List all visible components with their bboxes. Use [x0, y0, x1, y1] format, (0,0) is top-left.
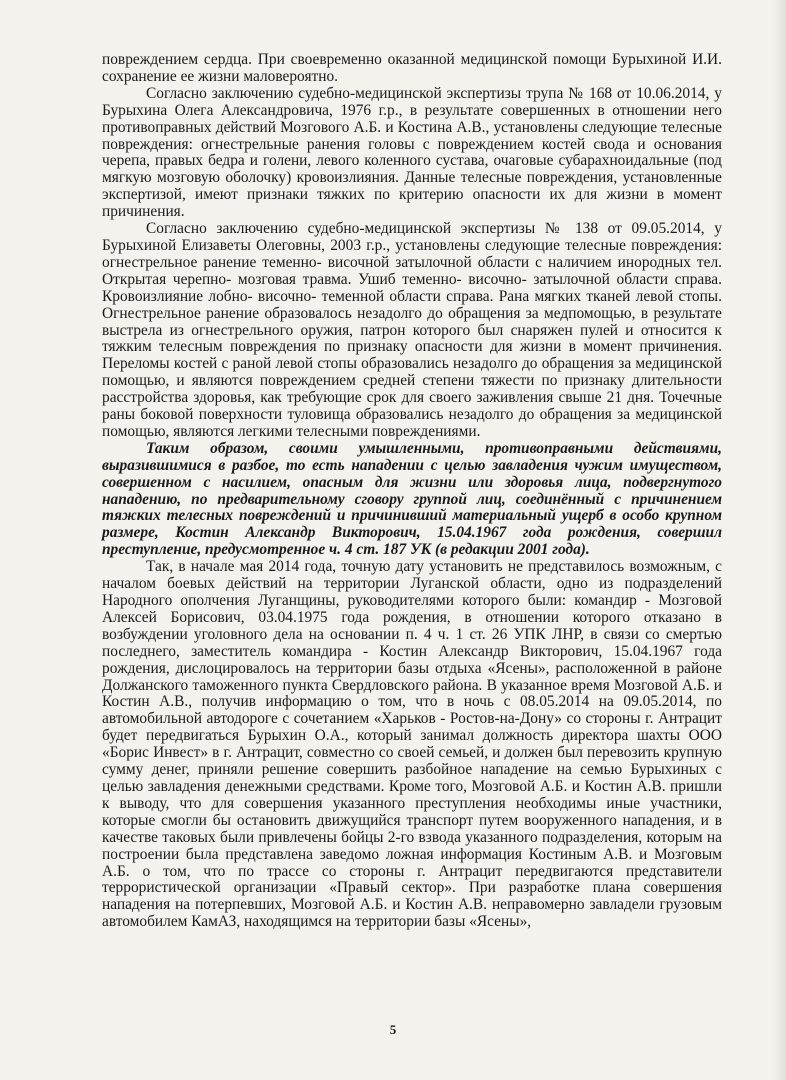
paragraph-3: Согласно заключению судебно-медицинской экспертизы № 138 от 09.05.2014, у Бурыхиной Елизаветы Олеговны, 2003 г.р., установлены следующие телесные повреждения: огнестрельное ранение теменно- височной затылочной области с наличием инородных тел. Открытая черепно- мозговая травма. Ушиб теменно- височно- затылочной области справа. Кровоизлияние лобно- височно- теменной области справа. Рана мягких тканей левой стопы. Огнестрельное ранение образовалось незадолго до обращения за медпомощью, в результате выстрела из огнестрельного оружия, патрон которого был снаряжен пулей и относится к тяжким телесным повреждения по признаку опасности для жизни в момент причинения. Переломы костей с раной левой стопы образовались незадолго до обращения за медицинской помощью, и являются повреждением средней степени тяжести по признаку длительности расстройства здоровья, как требующие срок для своего заживления свыше 21 дня. Точечные раны боковой поверхности туловища образовались незадолго до обращения за медицинской помощью, являются легкими телесными повреждениями.	[102, 220, 722, 440]
paragraph-1: повреждением сердца. При своевременно оказанной медицинской помощи Бурыхиной И.И. сохранение ее жизни маловероятно.	[102, 51, 722, 85]
document-body	[102, 52, 722, 931]
paragraph-5: Так, в начале мая 2014 года, точную дату установить не представилось возможным, с началом боевых действий на территории Луганской области, одно из подразделений Народного ополчения Луганщины, руководителями которого были: командир - Мозговой Алексей Борисович, 03.04.1975 года рождения, в отношении которого отказано в возбуждении уголовного дела на основании п. 4 ч. 1 ст. 26 УПК ЛНР, в связи со смертью последнего, заместитель командира - Костин Александр Викторович, 15.04.1967 года рождения, дислоцировалось на территории базы отдыха «Ясены», расположенной в районе Должанского таможенного пункта Свердловского района. В указанное время Мозговой А.Б. и Костин А.В., получив информацию о том, что в ночь с 08.05.2014 на 09.05.2014, по автомобильной автодороге с сочетанием «Харьков - Ростов-на-Дону» со стороны г. Антрацит будет передвигаться Бурыхин О.А., который занимал должность директора шахты ООО «Борис Инвест» в г. Антрацит, совместно со своей семьей, и должен был перевозить крупную сумму денег, приняли решение совершить разбойное нападение на семью Бурыхиных с целью завладения денежными средствами. Кроме того, Мозговой А.Б. и Костин А.В. пришли к выводу, что для совершения указанного преступления необходимы иные участники, которые смогли бы остановить движущийся транспорт путем вооруженного нападения, и в качестве таковых были привлечены бойцы 2-го взвода указанного подразделения, которым на построении была представлена заведомо ложная информация Костиным А.В. и Мозговым А.Б. о том, что по трассе со стороны г. Антрацит передвигаются представители террористической организации «Правый сектор». При разработке плана совершения нападения на потерпевших, Мозговой А.Б. и Костин А.В. неправомерно завладели грузовым автомобилем КамАЗ, находящимся на территории базы «Ясены»,	[102, 558, 722, 931]
paragraph-2: Согласно заключению судебно-медицинской экспертизы трупа № 168 от 10.06.2014, у Бурыхина Олега Александровича, 1976 г.р., в результате совершенных в отношении него противоправных действий Мозгового А.Б. и Костина А.В., установлены следующие телесные повреждения: огнестрельные ранения головы с повреждением костей свода и основания черепа, правых бедра и голени, левого коленного сустава, очаговые субарахноидальные (под мягкую мозговую оболочку) кровоизлияния. Данные телесные повреждения, установленные экспертизой, имеют признаки тяжких по критерию опасности их для жизни в момент причинения.	[102, 84, 722, 221]
page-number: 5	[389, 1022, 397, 1037]
paragraph-conclusion: Таким образом, своими умышленными, противоправными действиями, выразившимися в разбое, то есть нападении с целью завладения чужим имуществом, совершенном с насилием, опасным для жизни или здоровья лица, подвергнутого нападению, по предварительному сговору группой лиц, соединённый с причинением тяжких телесных повреждений и причинивший материальный ущерб в особо крупном размере, Костин Александр Викторович, 15.04.1967 года рождения, совершил преступление, предусмотренное ч. 4 ст. 187 УК (в редакции 2001 года).	[102, 439, 722, 559]
scan-edge-shadow	[772, 0, 786, 1080]
